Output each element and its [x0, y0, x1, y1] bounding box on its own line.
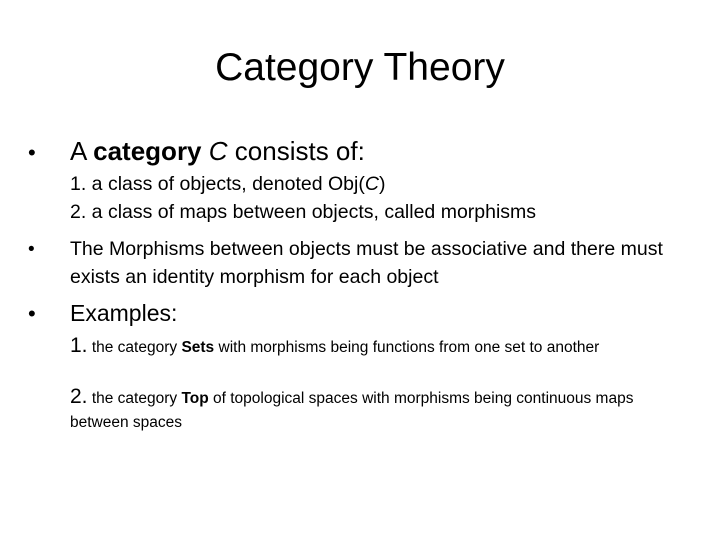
bullet-italic-var: C — [208, 136, 228, 166]
bullet-morphisms-rule — [28, 235, 668, 291]
bullet-text: The Morphisms between objects must be associative and there must exists an identity morphism for each object — [70, 238, 663, 288]
bullet-examples — [28, 298, 177, 329]
example-number: 1. — [70, 334, 88, 357]
bullet-icon: • — [28, 239, 35, 260]
sub-item-text: 1. a class of objects, denoted Obj( — [70, 173, 365, 195]
example-number: 2. — [70, 385, 88, 408]
sub-item-objects — [70, 171, 385, 197]
bullet-text — [70, 134, 365, 168]
example-text-pre: the category — [87, 339, 182, 356]
example-text-post: of topological spaces with morphisms being continuous maps between spaces — [70, 390, 634, 431]
example-top — [70, 385, 670, 435]
bullet-text-space — [202, 136, 209, 166]
example-bold-term: Sets — [181, 339, 215, 356]
bullet-text: Examples: — [70, 300, 178, 326]
bullet-text-suffix: consists of: — [227, 136, 365, 166]
slide-title: Category Theory — [215, 46, 505, 89]
example-bold-term: Top — [181, 390, 209, 407]
bullet-text-prefix: A — [70, 136, 94, 166]
example-text-post: with morphisms being functions from one set to another — [214, 339, 600, 356]
bullet-bold-term: category — [93, 136, 202, 166]
sub-item-close: ) — [378, 173, 386, 195]
bullet-category-definition — [28, 134, 365, 170]
bullet-icon: • — [28, 140, 36, 165]
example-sets — [70, 334, 670, 360]
bullet-icon: • — [28, 301, 36, 326]
example-text-pre: the category — [87, 390, 182, 407]
sub-item-italic-var: C — [364, 173, 379, 195]
sub-item-morphisms: 2. a class of maps between objects, called morphisms — [70, 201, 537, 223]
